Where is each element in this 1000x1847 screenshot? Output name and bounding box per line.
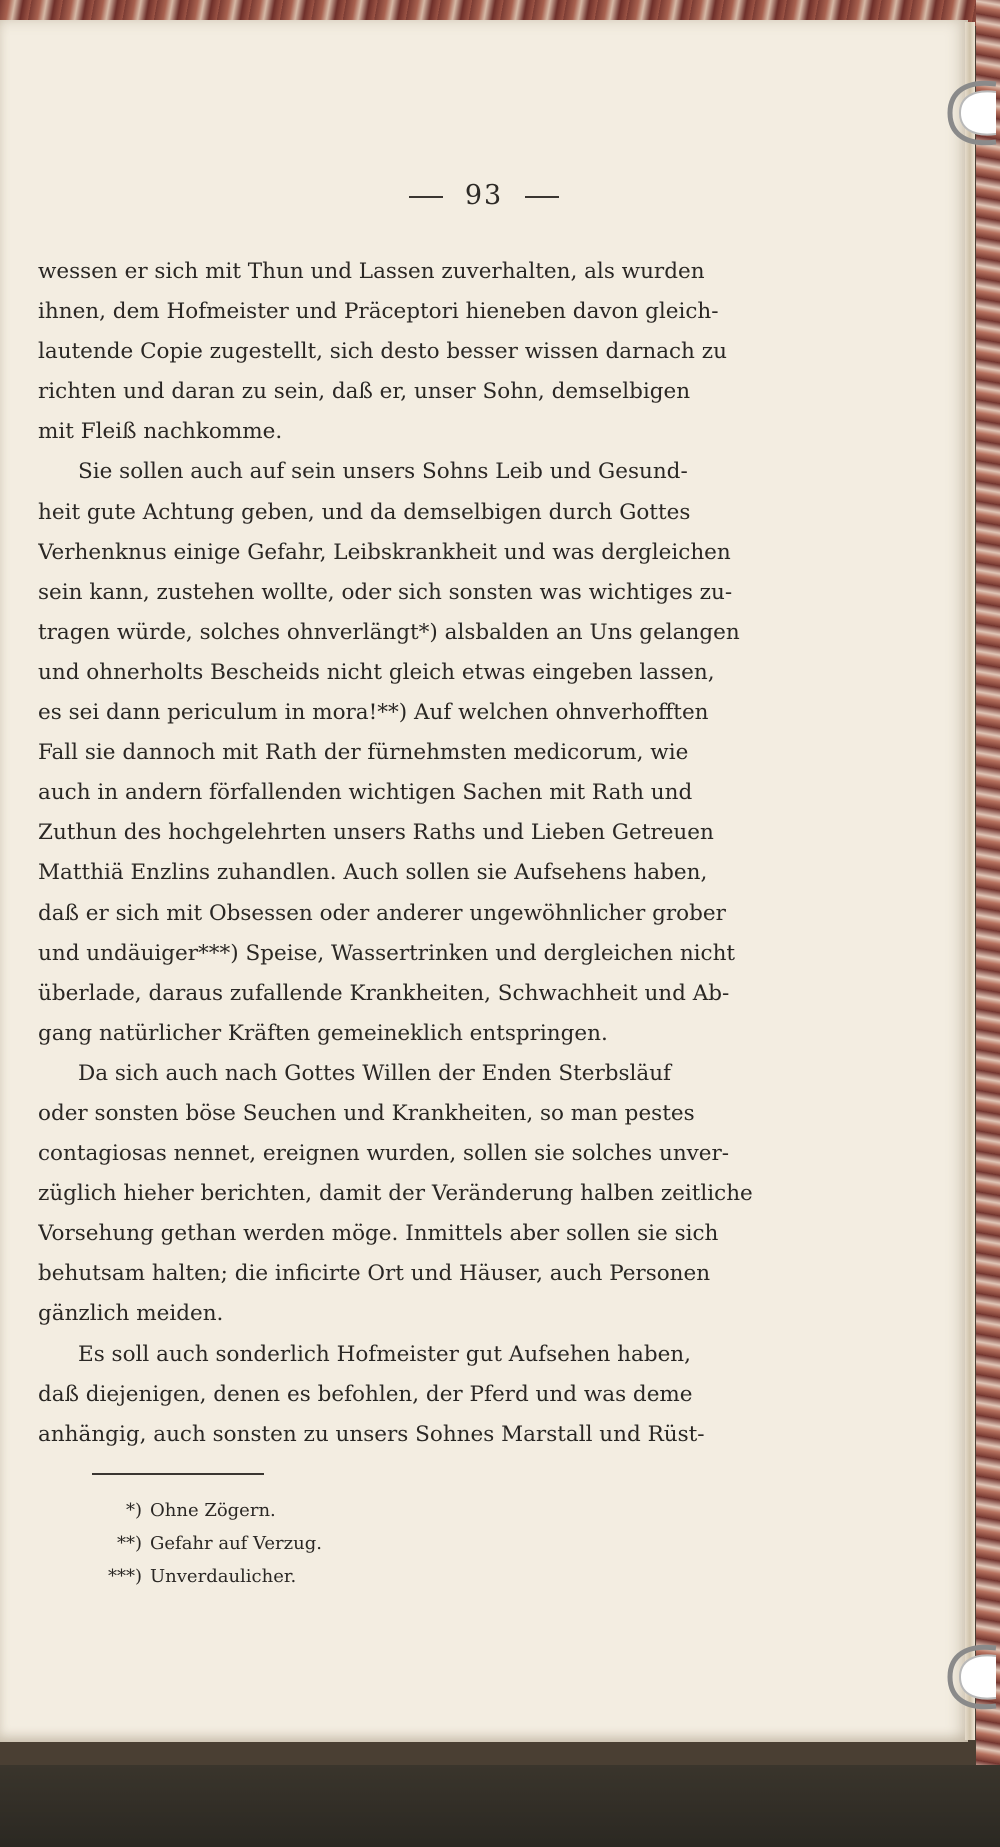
header-dash-right — [525, 196, 559, 198]
text-line: Matthiä Enzlins zuhandlen. Auch sollen sie Aufsehens haben, — [38, 860, 708, 886]
footnotes — [82, 1494, 582, 1593]
text-line: daß diejenigen, denen es befohlen, der Pferd und was deme — [38, 1381, 693, 1407]
header-dash-left — [409, 196, 443, 198]
book-page — [0, 20, 968, 1742]
text-line: contagiosas nennet, ereignen wurden, sollen sie solches unver- — [38, 1141, 730, 1167]
footnote-text: Unverdaulicher. — [150, 1566, 297, 1587]
text-line: auch in andern förfallenden wichtigen Sachen mit Rath und — [38, 780, 693, 806]
body-text — [38, 252, 808, 1455]
footnote-mark: *) — [125, 1500, 142, 1521]
text-line: richten und daran zu sein, daß er, unser Sohn, demselbigen — [38, 379, 691, 405]
footnote — [82, 1560, 582, 1593]
text-line: Fall sie dannoch mit Rath der fürnehmsten medicorum, wie — [38, 740, 689, 766]
scanner-clip-icon — [936, 1642, 998, 1712]
footnote-mark: ***) — [107, 1566, 142, 1587]
text-line: Verhenknus einige Gefahr, Leibskrankheit und was dergleichen — [38, 539, 731, 565]
text-line: überlade, daraus zufallende Krankheiten, Schwachheit und Ab- — [38, 980, 730, 1006]
text-line: lautende Copie zugestellt, sich desto besser wissen darnach zu — [38, 339, 727, 365]
footnote-text: Gefahr auf Verzug. — [150, 1533, 322, 1554]
text-line: mit Fleiß nachkomme. — [38, 419, 283, 445]
text-line: und undäuiger***) Speise, Wassertrinken und dergleichen nicht — [38, 940, 736, 966]
scanner-clip-icon — [936, 78, 998, 148]
text-line: Es soll auch sonderlich Hofmeister gut Aufsehen haben, — [78, 1341, 691, 1367]
text-line: züglich hieher berichten, damit der Veränderung halben zeitliche — [38, 1181, 753, 1207]
page-edge — [965, 22, 975, 1740]
text-line: Zuthun des hochgelehrten unsers Raths und Lieben Getreuen — [38, 820, 714, 846]
text-line: es sei dann periculum in mora!**) Auf welchen ohnverhofften — [38, 700, 709, 726]
footnote-mark: **) — [116, 1533, 142, 1554]
text-line: ihnen, dem Hofmeister und Präceptori hieneben davon gleich- — [38, 299, 719, 325]
page-number: 93 — [464, 180, 504, 211]
footnote — [82, 1527, 582, 1560]
text-line: Sie sollen auch auf sein unsers Sohns Leib und Gesund- — [78, 459, 688, 485]
text-line: und ohnerholts Bescheids nicht gleich etwas eingeben lassen, — [38, 659, 715, 685]
text-line: heit gute Achtung geben, und da demselbigen durch Gottes — [38, 499, 691, 525]
text-line: gänzlich meiden. — [38, 1301, 224, 1327]
footnote-separator — [92, 1473, 264, 1475]
text-line: gang natürlicher Kräften gemeineklich entspringen. — [38, 1020, 608, 1046]
text-line: daß er sich mit Obsessen oder anderer ungewöhnlicher grober — [38, 900, 726, 926]
text-line: anhängig, auch sonsten zu unsers Sohnes Marstall und Rüst- — [38, 1421, 705, 1447]
text-line: tragen würde, solches ohnverlängt*) alsbalden an Uns gelangen — [38, 619, 740, 645]
footnote — [82, 1494, 582, 1527]
footnote-text: Ohne Zögern. — [150, 1500, 276, 1521]
text-line: Da sich auch nach Gottes Willen der Enden Sterbsläuf — [78, 1060, 672, 1086]
text-line: oder sonsten böse Seuchen und Krankheiten, so man pestes — [38, 1100, 695, 1126]
text-line: Vorsehung gethan werden möge. Inmittels aber sollen sie sich — [38, 1221, 719, 1247]
text-line: behutsam halten; die inficirte Ort und Häuser, auch Personen — [38, 1261, 711, 1287]
marbled-cover-right — [976, 0, 1000, 1780]
book-binding — [0, 1765, 1000, 1847]
text-line: wessen er sich mit Thun und Lassen zuverhalten, als wurden — [38, 259, 705, 284]
text-line: sein kann, zustehen wollte, oder sich sonsten was wichtiges zu- — [38, 579, 733, 605]
page-header — [0, 180, 968, 220]
